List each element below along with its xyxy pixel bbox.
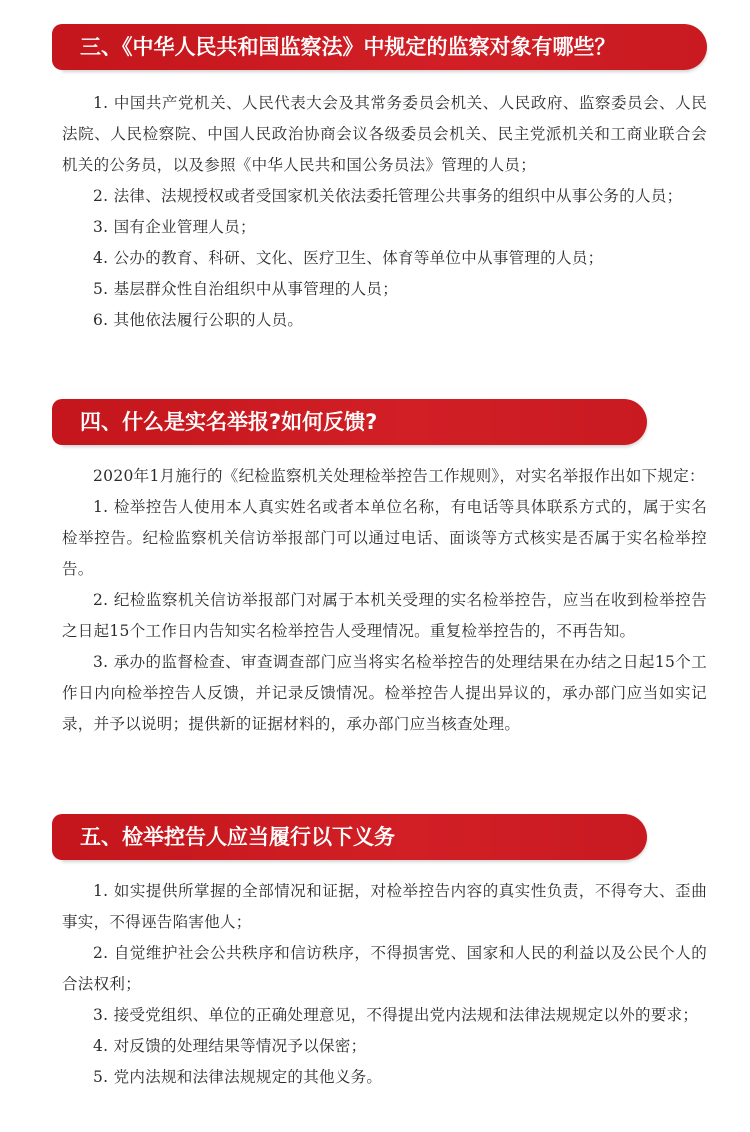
section-4-title: 四、什么是实名举报?如何反馈? <box>62 399 647 445</box>
paragraph: 1. 中国共产党机关、人民代表大会及其常务委员会机关、人民政府、监察委员会、人民法院、人民检察院、中国人民政治协商会议各级委员会机关、民主党派机关和工商业联合会机关的公务员，以及参照《中华人民共和国公务员法》管理的人员； <box>62 94 707 174</box>
paragraph: 4. 对反馈的处理结果等情况予以保密； <box>93 1037 367 1055</box>
paragraph: 3. 接受党组织、单位的正确处理意见，不得提出党内法规和法律法规规定以外的要求； <box>93 1006 699 1024</box>
section-5-body <box>62 876 707 1093</box>
paragraph: 3. 国有企业管理人员； <box>93 218 256 236</box>
paragraph: 5. 基层群众性自治组织中从事管理的人员； <box>93 280 399 298</box>
paragraph: 5. 党内法规和法律法规规定的其他义务。 <box>93 1068 383 1086</box>
paragraph: 2. 自觉维护社会公共秩序和信访秩序，不得损害党、国家和人民的利益以及公民个人的合法权利； <box>62 944 707 993</box>
paragraph: 6. 其他依法履行公职的人员。 <box>93 311 304 329</box>
section-3-title: 三、《中华人民共和国监察法》中规定的监察对象有哪些？ <box>62 24 707 70</box>
section-4-body <box>62 461 707 740</box>
section-3-body <box>62 88 707 336</box>
paragraph: 2. 法律、法规授权或者受国家机关依法委托管理公共事务的组织中从事公务的人员； <box>93 187 683 205</box>
paragraph: 2. 纪检监察机关信访举报部门对属于本机关受理的实名检举控告，应当在收到检举控告之日起15个工作日内告知实名检举控告人受理情况。重复检举控告的，不再告知。 <box>62 591 707 640</box>
paragraph: 3. 承办的监督检查、审查调查部门应当将实名检举控告的处理结果在办结之日起15个工作日内向检举控告人反馈，并记录反馈情况。检举控告人提出异议的，承办部门应当如实记录，并予以说明；提供新的证据材料的，承办部门应当核查处理。 <box>62 653 707 733</box>
paragraph: 1. 检举控告人使用本人真实姓名或者本单位名称，有电话等具体联系方式的，属于实名检举控告。纪检监察机关信访举报部门可以通过电话、面谈等方式核实是否属于实名检举控告。 <box>62 498 707 578</box>
paragraph: 4. 公办的教育、科研、文化、医疗卫生、体育等单位中从事管理的人员； <box>93 249 604 267</box>
section-5-title: 五、检举控告人应当履行以下义务 <box>62 814 647 860</box>
paragraph: 1. 如实提供所掌握的全部情况和证据，对检举控告内容的真实性负责，不得夸大、歪曲事实，不得诬告陷害他人； <box>62 882 707 931</box>
paragraph: 2020年1月施行的《纪检监察机关处理检举控告工作规则》，对实名举报作出如下规定： <box>93 467 705 485</box>
